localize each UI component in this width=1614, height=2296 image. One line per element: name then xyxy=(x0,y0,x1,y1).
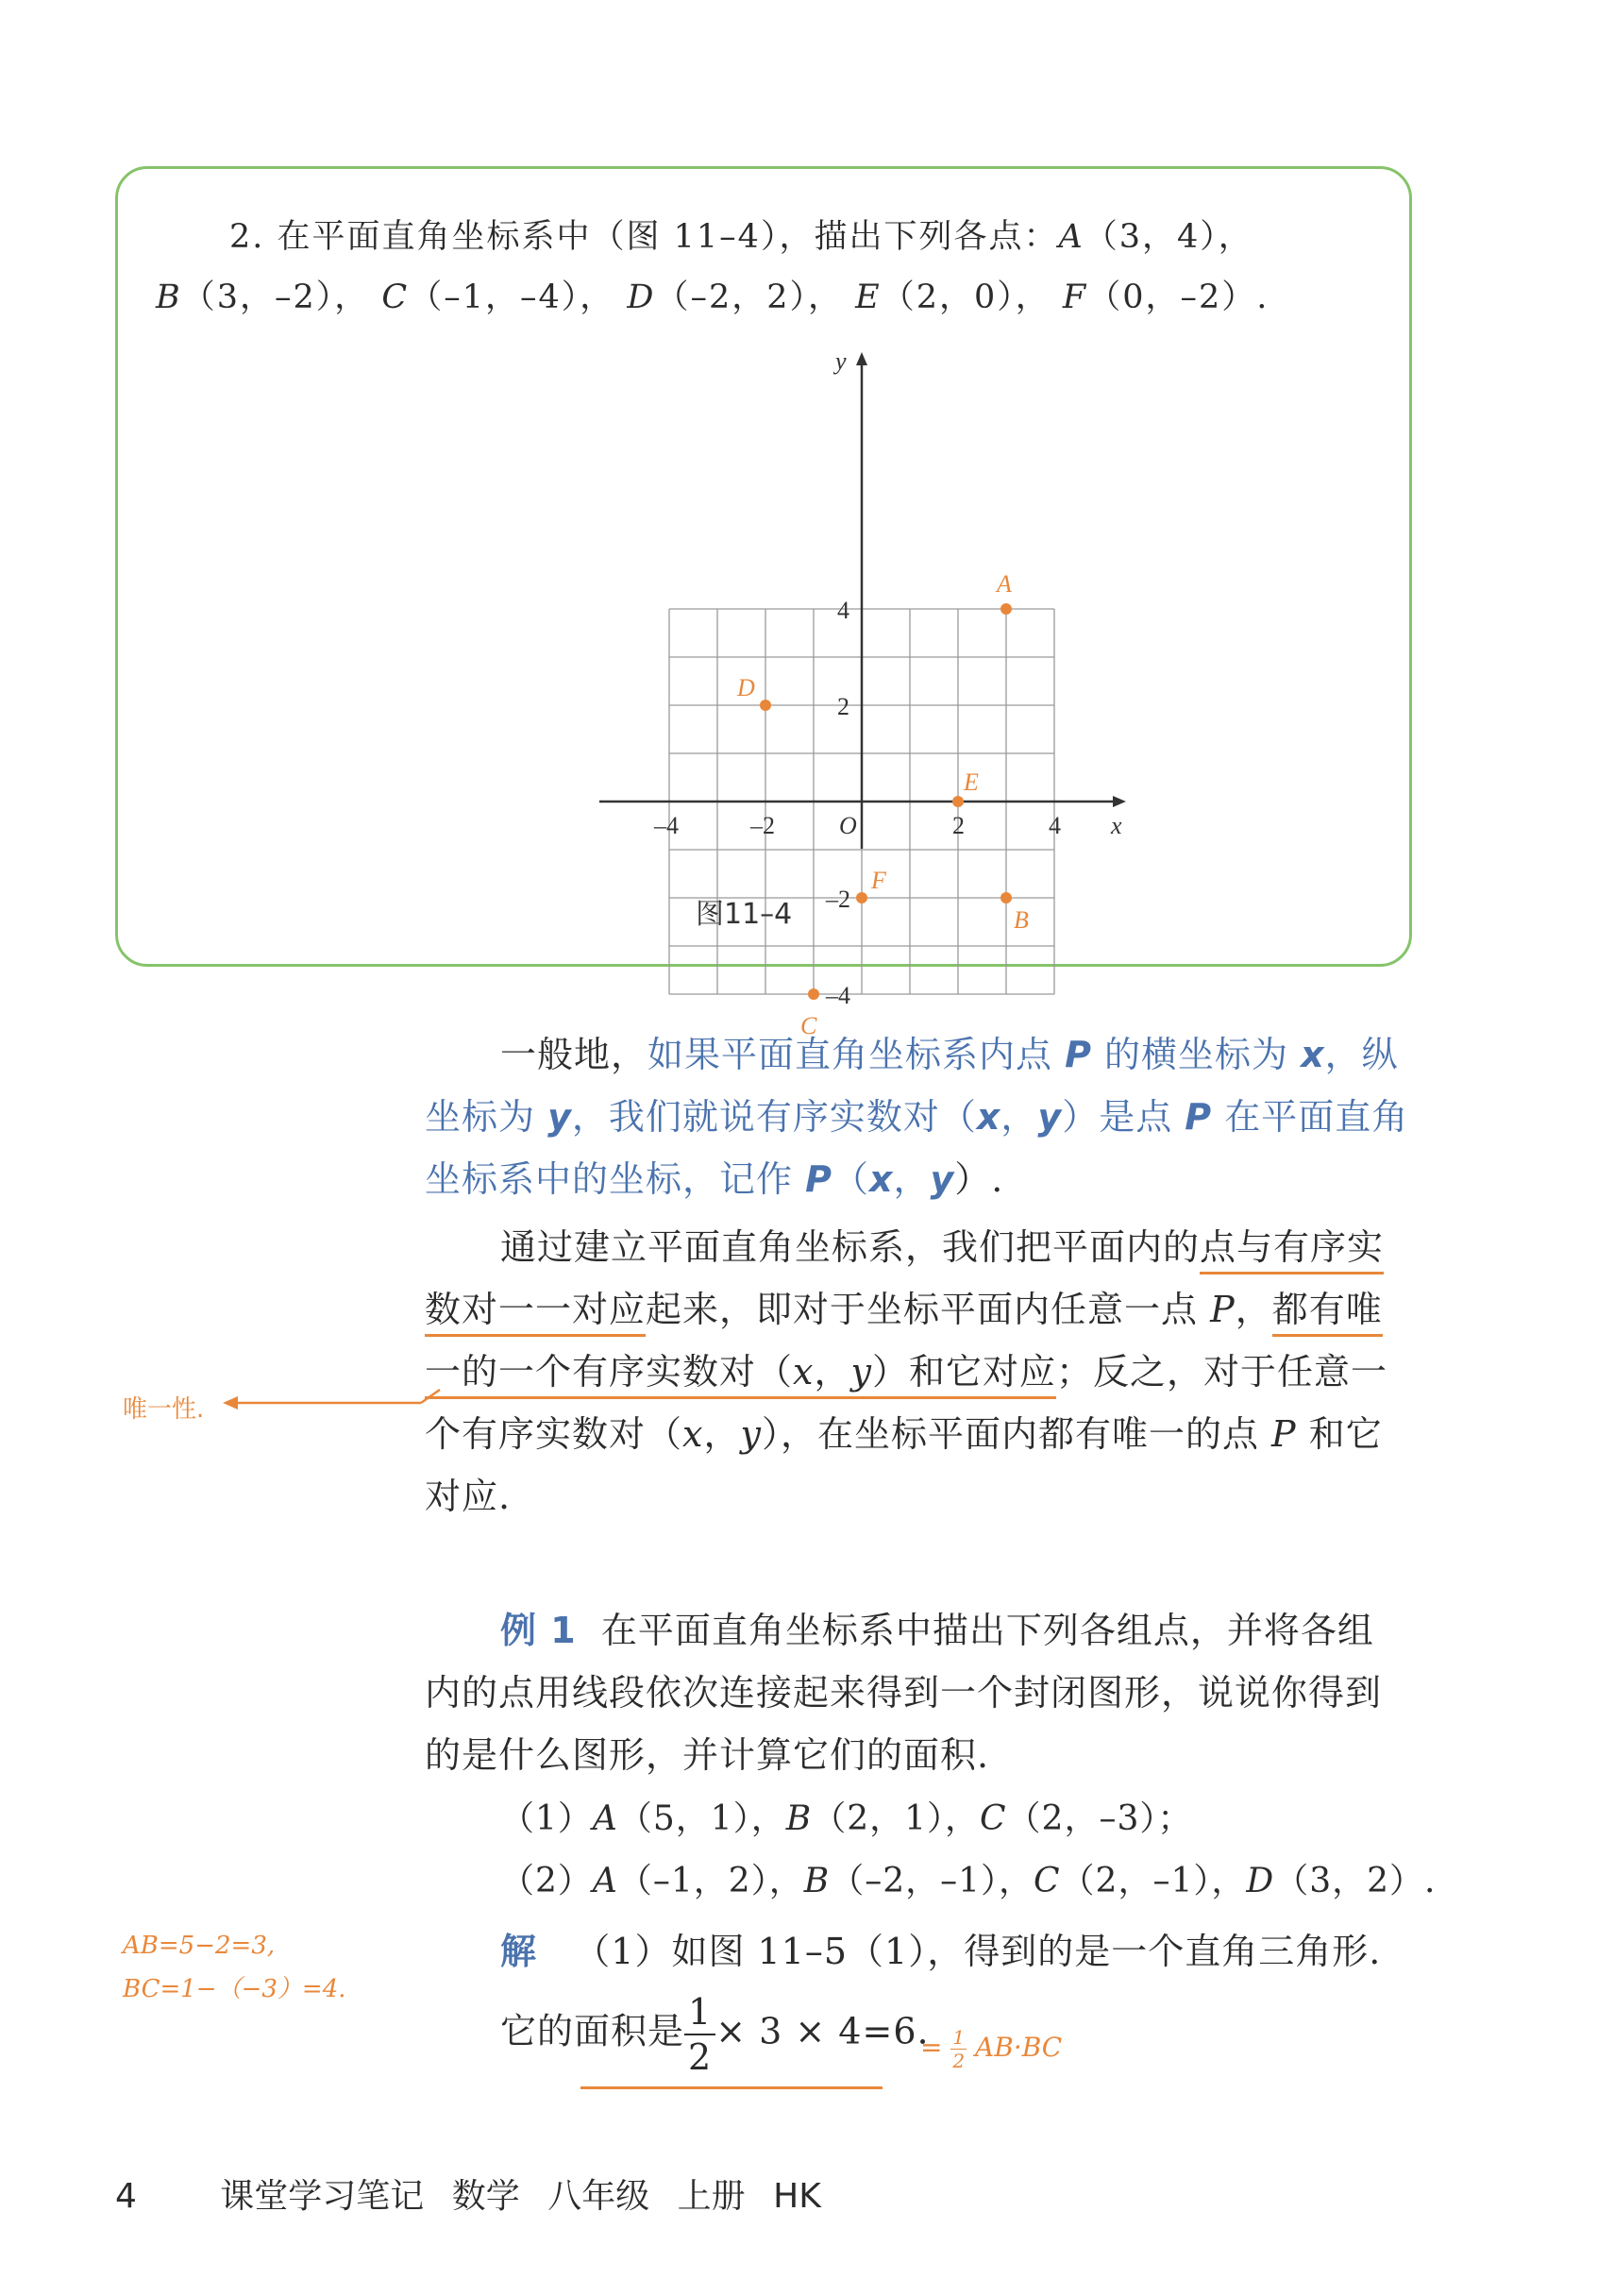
grade: 八年级 xyxy=(547,2177,650,2216)
var: C xyxy=(980,1799,1007,1838)
text: （2，–1）， xyxy=(1060,1862,1247,1900)
point-label-c: C xyxy=(800,1012,817,1039)
text: ；反之，对于任意一 xyxy=(1055,1351,1387,1393)
var: C xyxy=(1034,1862,1061,1900)
exercise-line-1 xyxy=(229,211,1253,258)
text: 坐标系中的坐标，记作 xyxy=(425,1158,806,1200)
point-b-label: B xyxy=(156,279,182,316)
var-p: P xyxy=(805,1158,832,1200)
point-a-label: A xyxy=(1058,218,1084,256)
underlined-text: ）和它对应 xyxy=(871,1351,1056,1393)
annotation-fraction xyxy=(950,2028,967,2070)
solution-area-line xyxy=(500,1991,930,2078)
denominator: 2 xyxy=(952,2050,966,2072)
text: 在平面直角坐标系中描出下列各组点，并将各组 xyxy=(600,1610,1374,1651)
point-e-label: E xyxy=(855,279,882,316)
numerator: 1 xyxy=(684,1994,715,2035)
text: ）是点 xyxy=(1062,1096,1185,1138)
var: A xyxy=(592,1862,618,1900)
definition-line-2 xyxy=(425,1088,1408,1140)
exercise-intro: 2. 在平面直角坐标系中（图 11–4），描出下列各点： xyxy=(229,218,1059,256)
y-tick-label: 2 xyxy=(837,693,849,720)
y-tick-label: –2 xyxy=(826,886,850,913)
point-e xyxy=(952,796,964,807)
y-tick-label: –4 xyxy=(826,982,850,1009)
fraction-one-half xyxy=(684,1991,715,2078)
example-group-1 xyxy=(500,1792,1192,1840)
point-label-d: D xyxy=(737,674,755,701)
underlined-text: 点与有序实 xyxy=(1200,1226,1384,1275)
area-annotation xyxy=(920,2028,1062,2070)
text: ， xyxy=(814,1351,851,1393)
figure-caption: 图11–4 xyxy=(696,898,793,931)
var-p: P xyxy=(1185,1096,1213,1138)
x-tick-label: –4 xyxy=(654,812,679,839)
text: （2，1）， xyxy=(812,1799,980,1838)
point-d xyxy=(760,700,771,711)
example-line-3: 的是什么图形，并计算它们的面积. xyxy=(425,1734,990,1776)
example-group-2 xyxy=(500,1854,1437,1902)
text: 坐标为 xyxy=(425,1096,548,1138)
text: ， xyxy=(1235,1289,1272,1330)
tick-labels xyxy=(653,597,1061,1009)
axes xyxy=(599,347,1126,849)
point-f-coord: （0，–2）. xyxy=(1087,279,1269,316)
margin-note-ab-bc xyxy=(123,1924,346,2011)
text: ， xyxy=(1000,1096,1038,1138)
solution-line-1 xyxy=(500,1922,1381,1974)
text: 个有序实数对（ xyxy=(425,1413,683,1455)
y-axis-arrow-icon xyxy=(856,352,867,365)
text: ， xyxy=(893,1158,931,1200)
text: 起来，即对于坐标平面内任意一点 xyxy=(646,1289,1211,1330)
text: 它的面积是 xyxy=(500,2010,685,2052)
text: （–2，–1）， xyxy=(830,1862,1034,1900)
example-line-1 xyxy=(500,1601,1374,1653)
text: 的横坐标为 xyxy=(1091,1034,1302,1075)
x-axis-label: x xyxy=(1111,812,1122,839)
text: AB·BC xyxy=(975,2032,1063,2063)
var: B xyxy=(803,1862,831,1900)
var-p: P xyxy=(1271,1413,1297,1455)
var-y: y xyxy=(930,1158,955,1200)
var-y: y xyxy=(1037,1096,1063,1138)
definition-line-3 xyxy=(425,1150,1003,1202)
y-tick-label: 4 xyxy=(837,597,849,624)
point-c xyxy=(808,988,819,1000)
y-axis-label: y xyxy=(835,347,847,375)
point-e-coord: （2，0）， xyxy=(881,279,1051,316)
margin-note-ab: AB=5−2=3, xyxy=(123,1932,276,1960)
text: ，纵 xyxy=(1324,1034,1399,1075)
text: （2） xyxy=(500,1862,593,1900)
definition-line-1 xyxy=(500,1025,1399,1077)
text: ）. xyxy=(954,1158,1004,1200)
var: B xyxy=(785,1799,813,1838)
text: （5，1）， xyxy=(617,1799,786,1838)
text: ，我们就说有序实数对（ xyxy=(571,1096,977,1138)
edition: HK xyxy=(773,2177,821,2216)
margin-note-uniqueness: 唯一性. xyxy=(123,1395,205,1424)
example-line-2: 内的点用线段依次连接起来得到一个封闭图形，说说你得到 xyxy=(425,1672,1383,1714)
var-x: x xyxy=(682,1413,704,1455)
point-c-coord: （–1，–4）， xyxy=(409,279,615,316)
text: 和它 xyxy=(1296,1413,1383,1455)
var-p: P xyxy=(1210,1289,1236,1330)
point-label-f: F xyxy=(871,867,886,894)
x-tick-label: –2 xyxy=(750,812,775,839)
correspondence-line-2 xyxy=(425,1280,1383,1332)
underlined-text: 一的一个有序实数对（ xyxy=(425,1351,794,1393)
var-y: y xyxy=(547,1096,572,1138)
area-underline xyxy=(580,2086,883,2089)
plotted-points xyxy=(736,570,1029,1039)
var-p: P xyxy=(1065,1034,1092,1075)
text: ），在坐标平面内都有唯一的点 xyxy=(761,1413,1272,1455)
point-c-label: C xyxy=(381,279,410,316)
denominator: 2 xyxy=(688,2036,713,2078)
x-tick-label: 4 xyxy=(1049,812,1061,839)
point-d-coord: （–2，2）， xyxy=(655,279,843,316)
text: （3，2）. xyxy=(1274,1862,1437,1900)
point-label-b: B xyxy=(1014,906,1029,934)
numerator: 1 xyxy=(952,2026,966,2049)
text: = xyxy=(920,2032,943,2063)
var: A xyxy=(592,1799,618,1838)
text: （1）如图 11–5（1），得到的是一个直角三角形. xyxy=(574,1931,1382,1972)
x-tick-label: 2 xyxy=(952,812,965,839)
point-label-e: E xyxy=(964,768,979,796)
point-label-a: A xyxy=(997,570,1012,598)
text: 通过建立平面直角坐标系，我们把平面内的 xyxy=(500,1226,1201,1268)
var-x: x xyxy=(793,1351,815,1393)
text: 一般地， xyxy=(500,1034,648,1075)
var-y: y xyxy=(850,1351,872,1393)
exercise-box xyxy=(115,166,1412,1039)
point-a-coord: （3，4）， xyxy=(1084,218,1253,256)
solution-label: 解 xyxy=(500,1931,538,1972)
page-number: 4 xyxy=(115,2177,137,2216)
text: （–1，2）， xyxy=(617,1862,804,1900)
text: （ xyxy=(832,1158,869,1200)
var-y: y xyxy=(740,1413,762,1455)
point-f xyxy=(856,892,867,903)
text: × 3 × 4=6. xyxy=(715,2010,930,2052)
subject: 数学 xyxy=(451,2177,520,2216)
page-footer xyxy=(115,2169,821,2218)
book-title: 课堂学习笔记 xyxy=(220,2177,425,2216)
example-label: 例 1 xyxy=(500,1610,577,1651)
underlined-text: 数对一一对应 xyxy=(425,1289,646,1337)
volume: 上册 xyxy=(677,2177,746,2216)
text: ， xyxy=(703,1413,741,1455)
point-f-label: F xyxy=(1062,279,1088,316)
x-axis-arrow-icon xyxy=(1113,796,1126,807)
exercise-line-2 xyxy=(156,271,1269,318)
var-x: x xyxy=(868,1158,894,1200)
text: 在平面直角 xyxy=(1212,1096,1409,1138)
point-a xyxy=(1000,603,1012,615)
var-x: x xyxy=(1301,1034,1325,1075)
origin-label: O xyxy=(839,812,857,839)
var: D xyxy=(1246,1862,1275,1900)
var-x: x xyxy=(976,1096,1001,1138)
margin-arrow-icon xyxy=(217,1388,614,1416)
margin-note-bc: BC=1−（−3）=4. xyxy=(123,1975,346,2003)
correspondence-line-5: 对应. xyxy=(425,1476,512,1517)
text: （1） xyxy=(500,1799,593,1838)
correspondence-line-3 xyxy=(425,1342,1387,1394)
text: （2，–3）； xyxy=(1006,1799,1193,1838)
correspondence-line-1 xyxy=(500,1218,1384,1270)
point-b xyxy=(1000,892,1012,903)
underlined-text: 都有唯 xyxy=(1272,1289,1383,1337)
point-d-label: D xyxy=(627,279,656,316)
text: 如果平面直角坐标系内点 xyxy=(647,1034,1066,1075)
point-b-coord: （3，–2）， xyxy=(181,279,370,316)
